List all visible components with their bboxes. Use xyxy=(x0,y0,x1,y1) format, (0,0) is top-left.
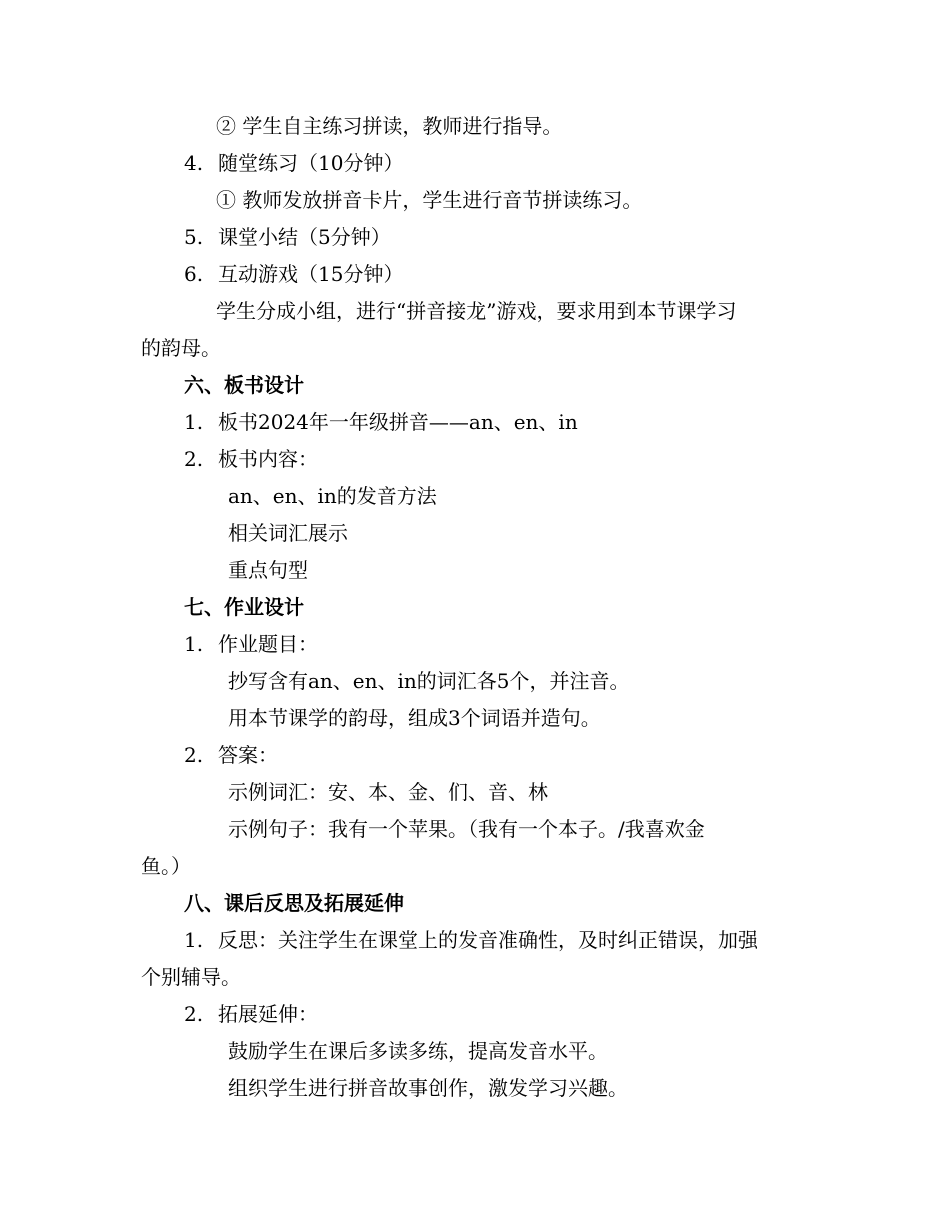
list-item-reflection xyxy=(184,927,758,953)
homework-line: 用本节课学的韵母，组成3个词语并造句。 xyxy=(228,706,601,730)
answer-sentences-line-2: 鱼。） xyxy=(141,854,191,878)
game-paragraph-line-1: 学生分成小组，进行“拼音接龙”游戏，要求用到本节课学习 xyxy=(216,299,737,323)
list-text: 拓展延伸： xyxy=(218,1002,318,1026)
list-number: 1. xyxy=(184,632,204,656)
list-text: 板书2024年一年级拼音——an、en、in xyxy=(218,410,578,434)
list-text: 板书内容： xyxy=(218,447,318,471)
list-number: 2. xyxy=(184,743,204,767)
board-line: 相关词汇展示 xyxy=(228,521,348,545)
list-number: 5. xyxy=(184,225,204,249)
reflection-line-2: 个别辅导。 xyxy=(141,965,241,989)
list-number: 6. xyxy=(184,262,204,286)
answer-words: 示例词汇：安、本、金、们、音、林 xyxy=(228,780,548,804)
list-item-game xyxy=(184,261,403,287)
list-number: 4. xyxy=(184,151,204,175)
extension-line: 鼓励学生在课后多读多练，提高发音水平。 xyxy=(228,1039,608,1063)
list-number: 1. xyxy=(184,928,204,952)
list-item-board-title xyxy=(184,409,578,435)
list-text: 反思：关注学生在课堂上的发音准确性，及时纠正错误，加强 xyxy=(218,928,758,952)
list-item-answers xyxy=(184,742,278,768)
list-number: 2. xyxy=(184,447,204,471)
board-line: 重点句型 xyxy=(228,558,308,582)
list-item-board-content xyxy=(184,446,318,472)
list-text: 作业题目： xyxy=(218,632,318,656)
list-number: 2. xyxy=(184,1002,204,1026)
section-heading-homework: 七、作业设计 xyxy=(184,595,304,619)
list-item-extension xyxy=(184,1001,318,1027)
game-paragraph-line-2: 的韵母。 xyxy=(141,336,221,360)
list-text: 答案： xyxy=(218,743,278,767)
list-item-summary xyxy=(184,224,391,250)
homework-line: 抄写含有an、en、in的词汇各5个，并注音。 xyxy=(228,669,630,693)
sub-item-practice: ② 学生自主练习拼读，教师进行指导。 xyxy=(216,114,563,138)
list-item-homework-topics xyxy=(184,631,318,657)
list-item-in-class-practice xyxy=(184,150,403,176)
list-text: 互动游戏（15分钟） xyxy=(218,262,404,286)
board-line: an、en、in的发音方法 xyxy=(228,484,437,508)
sub-item-cards: ① 教师发放拼音卡片，学生进行音节拼读练习。 xyxy=(216,188,643,212)
extension-line: 组织学生进行拼音故事创作，激发学习兴趣。 xyxy=(228,1076,628,1100)
list-text: 课堂小结（5分钟） xyxy=(218,225,391,249)
section-heading-blackboard: 六、板书设计 xyxy=(184,373,304,397)
section-heading-reflection: 八、课后反思及拓展延伸 xyxy=(184,891,404,915)
list-number: 1. xyxy=(184,410,204,434)
answer-sentences-line-1: 示例句子：我有一个苹果。（我有一个本子。/我喜欢金 xyxy=(228,817,705,841)
list-text: 随堂练习（10分钟） xyxy=(218,151,404,175)
